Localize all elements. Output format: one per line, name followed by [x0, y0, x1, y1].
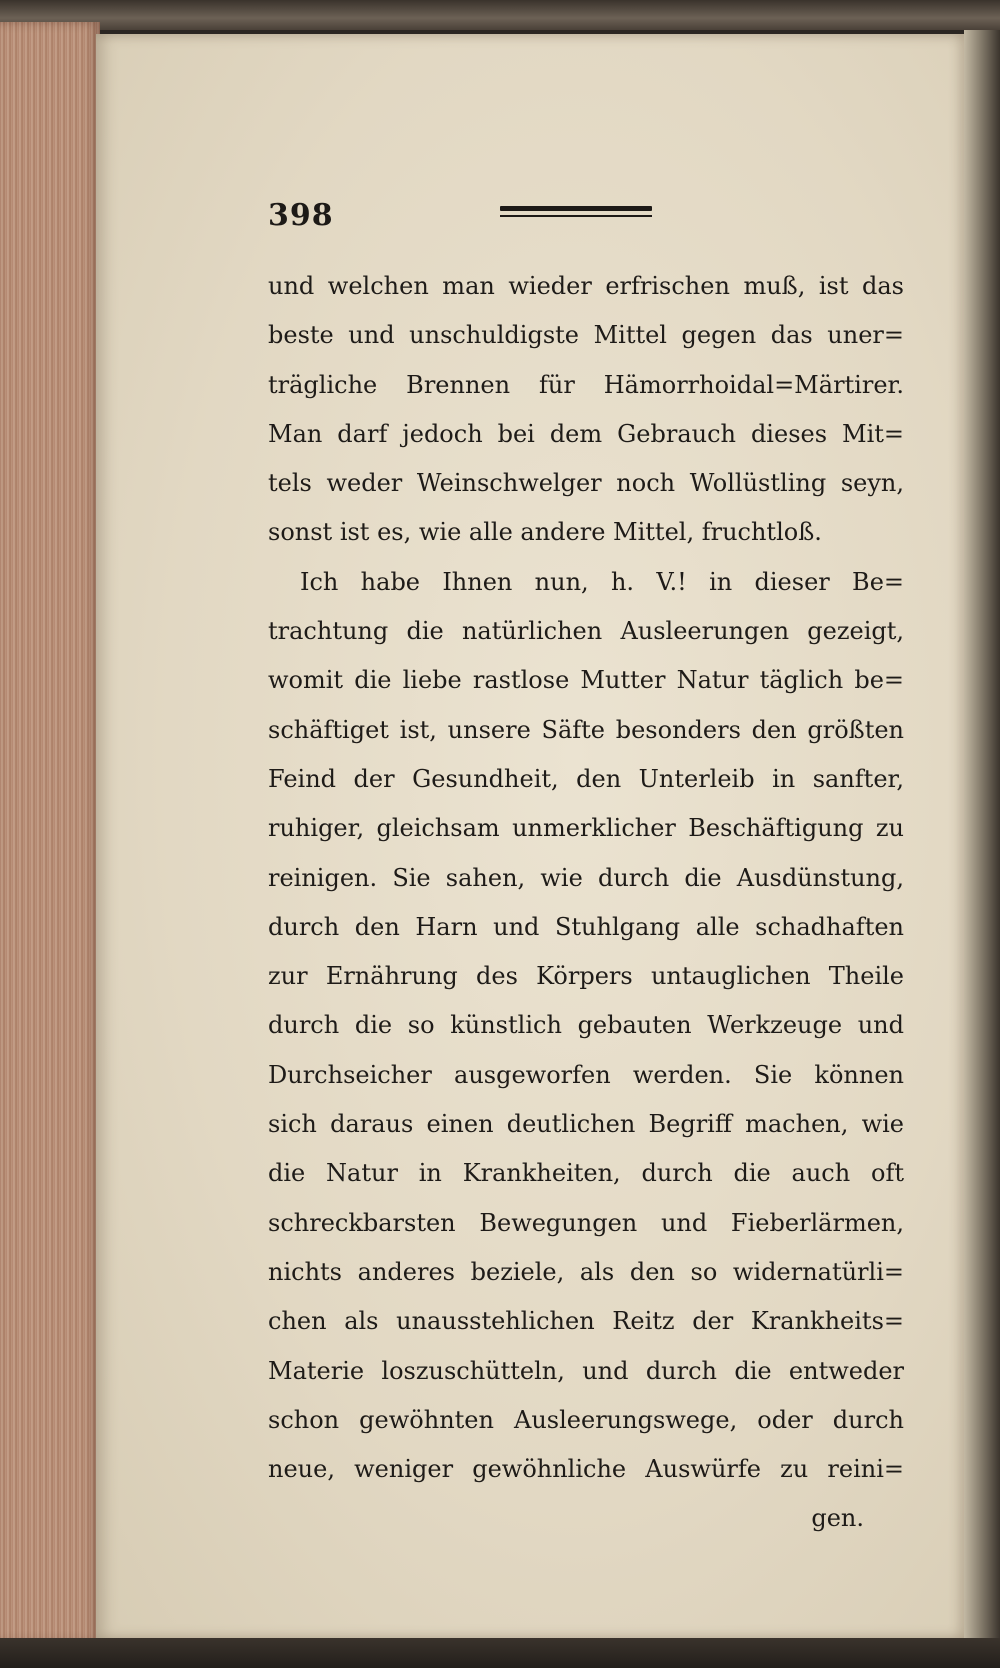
text-line: schäftiget ist, unsere Säfte besonders den größten [268, 715, 904, 744]
book-cover-top [0, 0, 1000, 30]
text-line: neue, weniger gewöhnliche Auswürfe zu reini= [268, 1455, 904, 1484]
text-line: beste und unschuldigste Mittel gegen das uner= [268, 321, 904, 350]
text-line: trachtung die natürlichen Ausleerungen gezeigt, [268, 617, 904, 646]
text-line: womit die liebe rastlose Mutter Natur täglich be= [268, 666, 904, 695]
text-line: chen als unausstehlichen Reitz der Krankheits= [268, 1307, 904, 1336]
text-line: Materie loszuschütteln, und durch die entweder [268, 1356, 904, 1385]
body-text [268, 262, 904, 1544]
text-line: tels weder Weinschwelger noch Wollüstling seyn, [268, 469, 904, 498]
page-number: 398 [268, 198, 334, 233]
text-line: sonst ist es, wie alle andere Mittel, fruchtloß. [268, 518, 822, 547]
text-line: und welchen man wieder erfrischen muß, ist das [268, 272, 904, 300]
text-line: zur Ernährung des Körpers untauglichen Theile [268, 962, 904, 991]
text-line: Durchseicher ausgeworfen werden. Sie können [268, 1060, 904, 1089]
text-line: trägliche Brennen für Hämorrhoidal=Märtirer. [268, 370, 904, 399]
page-edges-stack [0, 22, 100, 1642]
text-line: durch den Harn und Stuhlgang alle schadhaften [268, 912, 904, 941]
text-line: ruhiger, gleichsam unmerklicher Beschäftigung zu [268, 814, 904, 843]
text-line: nichts anderes beziele, als den so widernatürli= [268, 1257, 904, 1286]
text-line: schon gewöhnten Ausleerungswege, oder durch [268, 1405, 904, 1434]
text-line: die Natur in Krankheiten, durch die auch oft [268, 1159, 904, 1188]
page-fore-edge [964, 30, 1000, 1650]
header-rule [500, 206, 652, 211]
page-header [268, 198, 888, 234]
text-line: reinigen. Sie sahen, wie durch die Ausdünstung, [268, 863, 904, 892]
book-cover-bottom [0, 1638, 1000, 1668]
text-line: Ich habe Ihnen nun, h. V.! in dieser Be= [300, 567, 904, 596]
text-line: schreckbarsten Bewegungen und Fieberlärmen, [268, 1208, 904, 1237]
header-rule-thin [500, 215, 652, 217]
text-line: Man darf jedoch bei dem Gebrauch dieses Mit= [268, 419, 904, 448]
text-line: Feind der Gesundheit, den Unterleib in sanfter, [268, 764, 904, 793]
text-line: durch die so künstlich gebauten Werkzeuge und [268, 1011, 904, 1040]
catchword: gen. [811, 1504, 864, 1533]
text-line: sich daraus einen deutlichen Begriff machen, wie [268, 1110, 904, 1139]
